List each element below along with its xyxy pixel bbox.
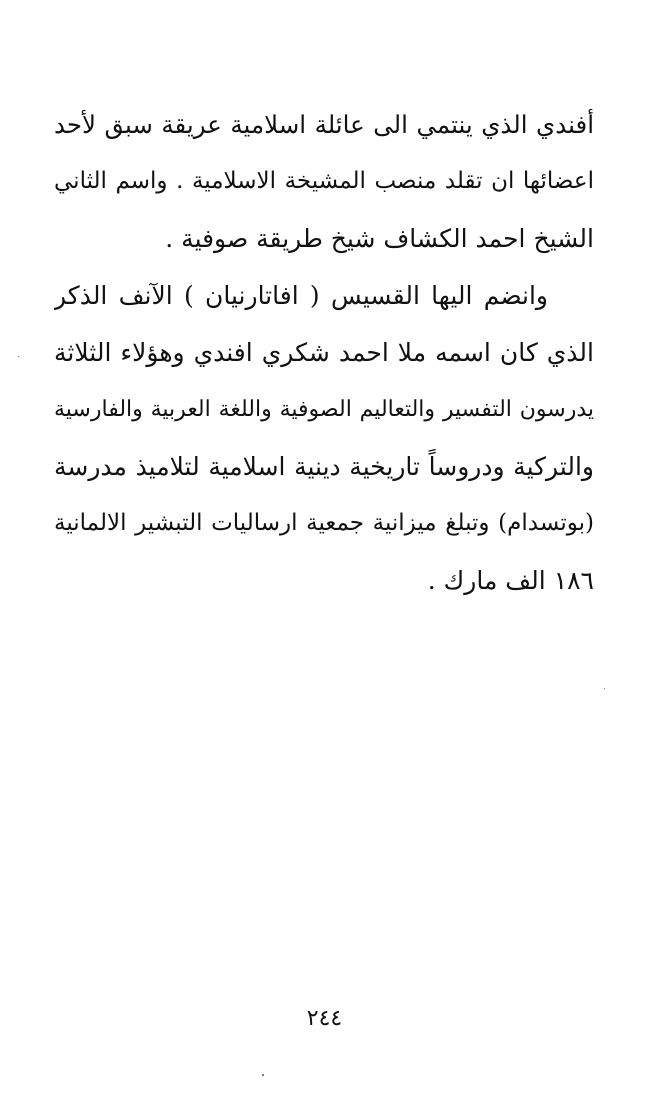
body-text: [54, 96, 594, 609]
paragraph-2: [54, 267, 594, 609]
text-line: اعضائها ان تقلد منصب المشيخة الاسلامية . واسم الثاني: [54, 168, 594, 194]
text-line: ١٨٦ الف مارك .: [427, 566, 594, 595]
scan-speck: [604, 688, 605, 689]
text-line: وانضم اليها القسيس ( افاتارنيان ) الآنف الذكر: [54, 281, 548, 310]
text-line: (بوتسدام) وتبلغ ميزانية جمعية ارساليات التبشير الالمانية: [54, 510, 594, 536]
text-line: أفندي الذي ينتمي الى عائلة اسلامية عريقة سبق لأحد: [54, 110, 594, 139]
scan-speck: [262, 1074, 264, 1076]
scan-speck: [18, 356, 19, 357]
paragraph-1: [54, 96, 594, 267]
page-number: ٢٤٤: [306, 1006, 343, 1031]
text-line: الذي كان اسمه ملا احمد شكري افندي وهؤلاء الثلاثة: [54, 338, 594, 367]
text-line: يدرسون التفسير والتعاليم الصوفية واللغة العربية والفارسية: [54, 397, 594, 422]
text-line: والتركية ودروساً تاريخية دينية اسلامية لتلاميذ مدرسة: [54, 452, 594, 481]
text-line: الشيخ احمد الكشاف شيخ طريقة صوفية .: [165, 224, 594, 253]
